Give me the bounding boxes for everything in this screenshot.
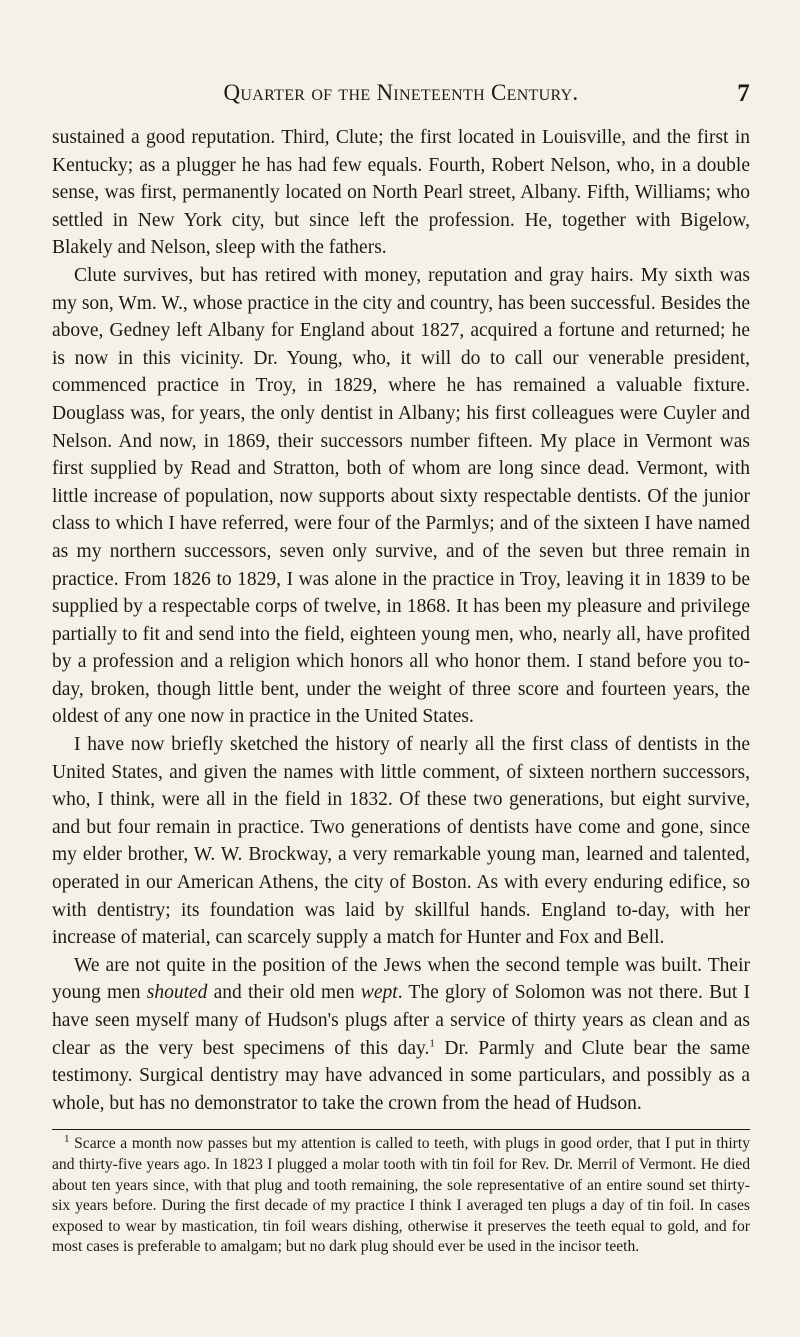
footnote-marker: 1 — [64, 1133, 70, 1146]
paragraph-4-text-d: Dr. Parmly and Clute bear the same testimony. Surgical dentistry may have advanced in some particulars, and possibly as a whole, but has no demonstrator to take the crown from the head of Hudson. — [52, 1037, 750, 1114]
paragraph-3: I have now briefly sketched the history of nearly all the first class of dentists in the United States, and given the names with little comment, of sixteen northern successors, who, I think, were all in the field in 1832. Of these two generations, but eight survive, and but four remain in practice. Two generations of dentists have come and gone, since my elder brother, W. W. Brockway, a very remarkable young man, learned and talented, operated in our American Athens, the city of Boston. As with every enduring edifice, so with dentistry; its foundation was laid by skillful hands. England to-day, with her increase of material, can scarcely supply a match for Hunter and Fox and Bell. — [52, 734, 750, 949]
running-head — [52, 60, 750, 107]
paragraph-4-text-a: We are not quite in the position of the Jews when the second temple was built. Their young men — [52, 954, 750, 1004]
emphasis-shouted: shouted — [146, 982, 208, 1004]
book-page — [52, 60, 750, 1258]
paragraph-4-text-c: . The glory of Solomon was not there. But I have seen myself many of Hudson's plugs after a service of thirty years as clean and as clear as the very best specimens of this day. — [52, 982, 750, 1059]
paragraph-1: sustained a good reputation. Third, Clute; the first located in Louisville, and the first in Kentucky; as a plugger he has had few equals. Fourth, Robert Nelson, who, in a double sense, was first, permanently located on North Pearl street, Albany. Fifth, Williams; who settled in New York city, but since left the profession. He, together with Bigelow, Blakely and Nelson, sleep with the fathers. — [52, 127, 750, 259]
emphasis-wept: wept — [360, 982, 398, 1004]
footnote-divider — [52, 1129, 750, 1130]
footnote-reference: 1 — [429, 1037, 435, 1050]
page-number: 7 — [737, 80, 750, 107]
body-text — [52, 124, 750, 1117]
paragraph-4-text-b: and their old men — [207, 982, 361, 1004]
paragraph-4 — [52, 952, 750, 1118]
running-title: Quarter of the Nineteenth Century. — [223, 80, 579, 105]
footnote-text: Scarce a month now passes but my attention is called to teeth, with plugs in good order, that I put in thirty and thirty-five years ago. In 1823 I plugged a molar tooth with tin foil for Rev. Dr. Merril of Vermont. He died about ten years since, with that plug and tooth remaining, the sole representative of an entire sound set thirty-six years before. During the first decade of my practice I think I averaged ten plugs a day of tin foil. In cases exposed to wear by mastication, tin foil wears dishing, otherwise it preserves the teeth equal to gold, and for most cases is preferable to amalgam; but no dark plug should ever be used in the incisor teeth. — [52, 1135, 750, 1256]
footnote — [52, 1134, 750, 1258]
paragraph-2: Clute survives, but has retired with money, reputation and gray hairs. My sixth was my son, Wm. W., whose practice in the city and country, has been successful. Besides the above, Gedney left Albany for England about 1827, acquired a fortune and returned; he is now in this vicinity. Dr. Young, who, it will do to call our venerable president, commenced practice in Troy, in 1829, where he has remained a valuable fixture. Douglass was, for years, the only dentist in Albany; his first colleagues were Cuyler and Nelson. And now, in 1869, their successors number fifteen. My place in Vermont was first supplied by Read and Stratton, both of whom are long since dead. Vermont, with little increase of population, now supports about sixty respectable dentists. Of the junior class to which I have referred, were four of the Parmlys; and of the sixteen I have named as my northern successors, seven only survive, and of the seven but three remain in practice. From 1826 to 1829, I was alone in the practice in Troy, leaving it in 1839 to be supplied by a respectable corps of twelve, in 1868. It has been my pleasure and privilege partially to fit and send into the field, eighteen young men, who, nearly all, have profited by a profession and a religion which honors all who honor them. I stand before you to-day, broken, though little bent, under the weight of three score and fourteen years, the oldest of any one now in practice in the United States. — [52, 264, 750, 728]
